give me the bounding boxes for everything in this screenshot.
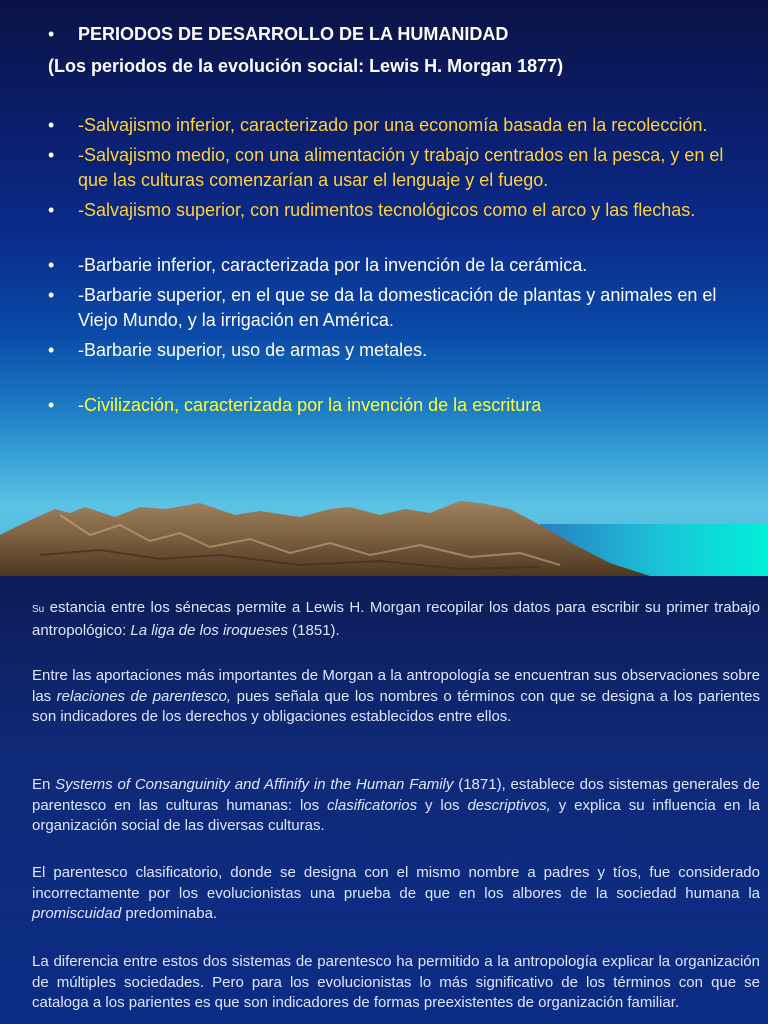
bullet-icon: •	[48, 24, 55, 44]
list-item	[48, 198, 728, 223]
emphasis: clasificatorios	[327, 796, 418, 814]
mountains-illustration	[0, 495, 768, 576]
period-list	[48, 113, 728, 418]
bullet-icon: •	[48, 395, 55, 415]
list-item	[48, 393, 728, 418]
book-title: La liga de los iroqueses	[130, 621, 289, 639]
paragraph-text: (1851).	[288, 621, 340, 639]
emphasis: descriptivos,	[467, 796, 551, 814]
paragraph-text: (1871), establece dos sistemas generales de parentesco en las culturas humanas: los	[32, 776, 760, 814]
list-item-text: -Barbarie inferior, caracterizada por la invención de la cerámica.	[78, 255, 588, 275]
list-item-text: -Salvajismo medio, con una alimentación y trabajo centrados en la pesca, y en el que las culturas comenzarían a usar el lenguaje y el fuego.	[78, 145, 724, 190]
list-item-text: Civilización, caracterizada por la invención de la escritura	[84, 395, 542, 415]
list-item	[48, 253, 728, 278]
paragraph-text: Entre las aportaciones más importantes de Morgan a la antropología se encuentran sus observaciones sobre las	[32, 667, 760, 705]
body-text	[0, 576, 768, 1024]
paragraph-initial: Su	[32, 604, 45, 615]
paragraph	[32, 598, 760, 641]
book-title: Systems of Consanguinity and Affinify in the Human Family	[55, 776, 454, 793]
emphasis: relaciones de parentesco,	[56, 687, 232, 705]
slide-title-text: PERIODOS DE DESARROLLO DE LA HUMANIDAD	[78, 24, 509, 44]
list-item-dash: -	[78, 395, 84, 415]
paragraph-text: y explica su influencia en la organización social de las diversas culturas.	[32, 796, 760, 834]
paragraph	[32, 775, 760, 837]
paragraph	[32, 952, 760, 1014]
paragraph	[32, 666, 760, 728]
list-item-text: -Salvajismo superior, con rudimentos tecnológicos como el arco y las flechas.	[78, 200, 696, 220]
paragraph	[32, 863, 760, 925]
paragraph-text: predominaba.	[121, 905, 218, 922]
list-item-text: -Barbarie superior, uso de armas y metales.	[78, 340, 428, 360]
paragraph-text: En	[32, 776, 56, 793]
paragraph-text: estancia entre los sénecas permite a Lewis H. Morgan recopilar los datos para escribir su primer trabajo antropológico:	[32, 599, 760, 639]
bullet-icon: •	[48, 340, 55, 360]
paragraph-text: y los	[417, 796, 468, 814]
list-item	[48, 338, 728, 363]
emphasis: promiscuidad	[32, 905, 122, 922]
list-item-text: -Barbarie superior, en el que se da la domesticación de plantas y animales en el Viejo Mundo, y la irrigación en América.	[78, 285, 717, 330]
slide-subtitle: (Los periodos de la evolución social: Lewis H. Morgan 1877)	[48, 56, 564, 76]
list-item	[48, 143, 728, 193]
bullet-icon: •	[48, 255, 55, 275]
bullet-icon: •	[48, 115, 55, 135]
bullet-icon: •	[48, 200, 55, 220]
list-item	[48, 113, 728, 138]
list-item	[48, 283, 728, 333]
list-item-text: -Salvajismo inferior, caracterizado por una economía basada en la recolección.	[78, 115, 708, 135]
paragraph-text: La diferencia entre estos dos sistemas de parentesco ha permitido a la antropología explicar la organización de múltiples sociedades. Pero para los evolucionistas lo más significativo de los términos con que se cataloga a los parientes es que son indicadores de formas preexistentes de organización familiar.	[32, 953, 760, 1011]
paragraph-text: pues señala que los nombres o términos con que se designa a los parientes son indicadores de los derechos y obligaciones establecidos entre ellos.	[32, 687, 760, 725]
bullet-icon: •	[48, 285, 55, 305]
paragraph-text: El parentesco clasificatorio, donde se designa con el mismo nombre a padres y tíos, fue considerado incorrectamente por los evolucionistas una prueba de que en los albores de la sociedad humana la	[32, 864, 760, 902]
bullet-icon: •	[48, 145, 55, 165]
